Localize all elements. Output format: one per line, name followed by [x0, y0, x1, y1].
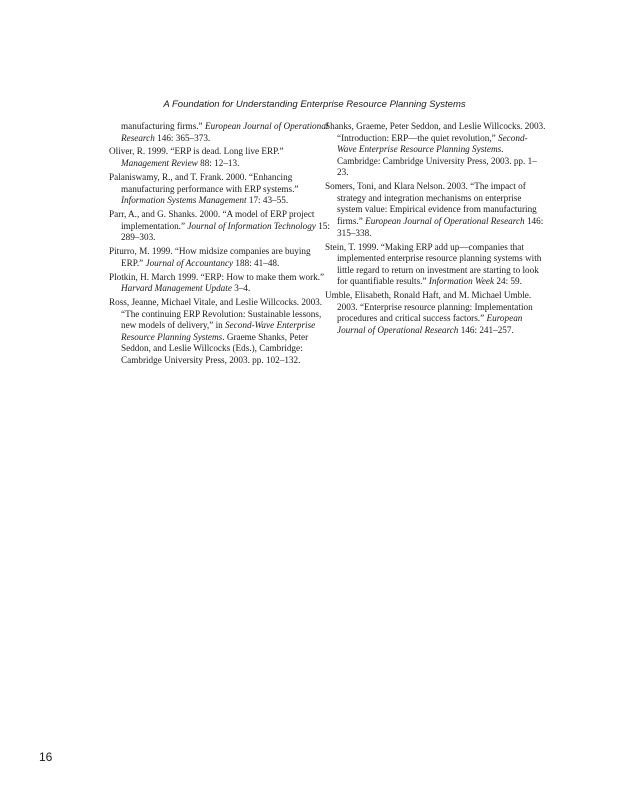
- page-number: 16: [39, 750, 53, 764]
- references-right-column: [325, 121, 547, 339]
- reference-title: Journal of Information Technology: [187, 220, 316, 231]
- reference-entry: [109, 209, 331, 244]
- reference-text: Piturro, M. 1999. “How midsize companies are buying ERP.”: [109, 246, 311, 268]
- reference-text: 15: 289–303.: [121, 220, 330, 243]
- reference-title: Information Systems Management: [121, 195, 247, 206]
- reference-text: Parr, A., and G. Shanks. 2000. “A model of ERP project implementation.”: [109, 209, 315, 231]
- reference-entry: [109, 246, 331, 269]
- reference-title: Journal of Accountancy: [145, 257, 234, 268]
- reference-entry: [325, 242, 547, 288]
- reference-text: 3–4.: [231, 283, 251, 294]
- reference-text: 88: 12–13.: [197, 158, 240, 169]
- reference-entry: [109, 172, 331, 207]
- reference-title: Second-Wave Enterprise Resource Planning Systems: [337, 132, 528, 155]
- reference-text: 146: 365–373.: [154, 132, 211, 143]
- reference-text: 24: 59.: [494, 276, 522, 287]
- reference-text: Somers, Toni, and Klara Nelson. 2003. “The impact of strategy and integration mechanisms on enterprise system value: Empirical evidence from manufacturing firms.”: [325, 181, 537, 227]
- reference-title: Harvard Management Update: [121, 283, 232, 294]
- reference-text: Shanks, Graeme, Peter Seddon, and Leslie Willcocks. 2003. “Introduction: ERP—the quiet revolution,”: [325, 121, 546, 143]
- reference-text: 146: 315–338.: [337, 216, 544, 238]
- reference-text: 188: 41–48.: [233, 257, 280, 268]
- reference-text: Stein, T. 1999. “Making ERP add up—companies that implemented enterprise resource planning systems with little regard to return on investment are starting to look for quantifiable results.”: [325, 241, 542, 287]
- reference-text: Umble, Elisabeth, Ronald Haft, and M. Michael Umble. 2003. “Enterprise resource planning: Implementation procedures and critical success factors.”: [325, 290, 533, 324]
- references-left-column: [109, 121, 331, 369]
- reference-entry: [109, 146, 331, 169]
- reference-text: . Cambridge: Cambridge University Press, 2003. pp. 1–23.: [337, 144, 537, 178]
- reference-entry: [325, 121, 547, 179]
- reference-entry: [109, 272, 331, 295]
- reference-text: manufacturing firms.”: [121, 121, 205, 131]
- reference-entry: [109, 121, 331, 144]
- reference-title: Management Review: [121, 158, 198, 169]
- reference-text: Oliver, R. 1999. “ERP is dead. Long live ERP.”: [109, 146, 284, 157]
- reference-title: Information Week: [428, 276, 495, 287]
- reference-title: European Journal of Operational Research: [337, 313, 523, 335]
- reference-entry: [109, 297, 331, 367]
- reference-title: Second-Wave Enterprise Resource Planning Systems: [121, 320, 316, 342]
- reference-text: Plotkin, H. March 1999. “ERP: How to make them work.”: [109, 271, 325, 282]
- reference-entry: [325, 290, 547, 336]
- reference-text: Ross, Jeanne, Michael Vitale, and Leslie Willcocks. 2003. “The continuing ERP Revolution: Sustainable lessons, new models of delivery,” in: [109, 297, 323, 331]
- reference-entry: [325, 181, 547, 239]
- reference-text: 146: 241–257.: [458, 324, 514, 335]
- reference-text: 17: 43–55.: [246, 195, 289, 206]
- running-header: A Foundation for Understanding Enterprise Resource Planning Systems: [163, 99, 466, 110]
- reference-text: Palaniswamy, R., and T. Frank. 2000. “Enhancing manufacturing performance with ERP systems.”: [109, 171, 299, 194]
- reference-title: European Journal of Operational Research: [121, 121, 329, 143]
- reference-text: . Graeme Shanks, Peter Seddon, and Leslie Willcocks (Eds.), Cambridge: Cambridge University Press, 2003. pp. 102–132.: [121, 331, 309, 366]
- reference-title: European Journal of Operational Research: [365, 216, 525, 227]
